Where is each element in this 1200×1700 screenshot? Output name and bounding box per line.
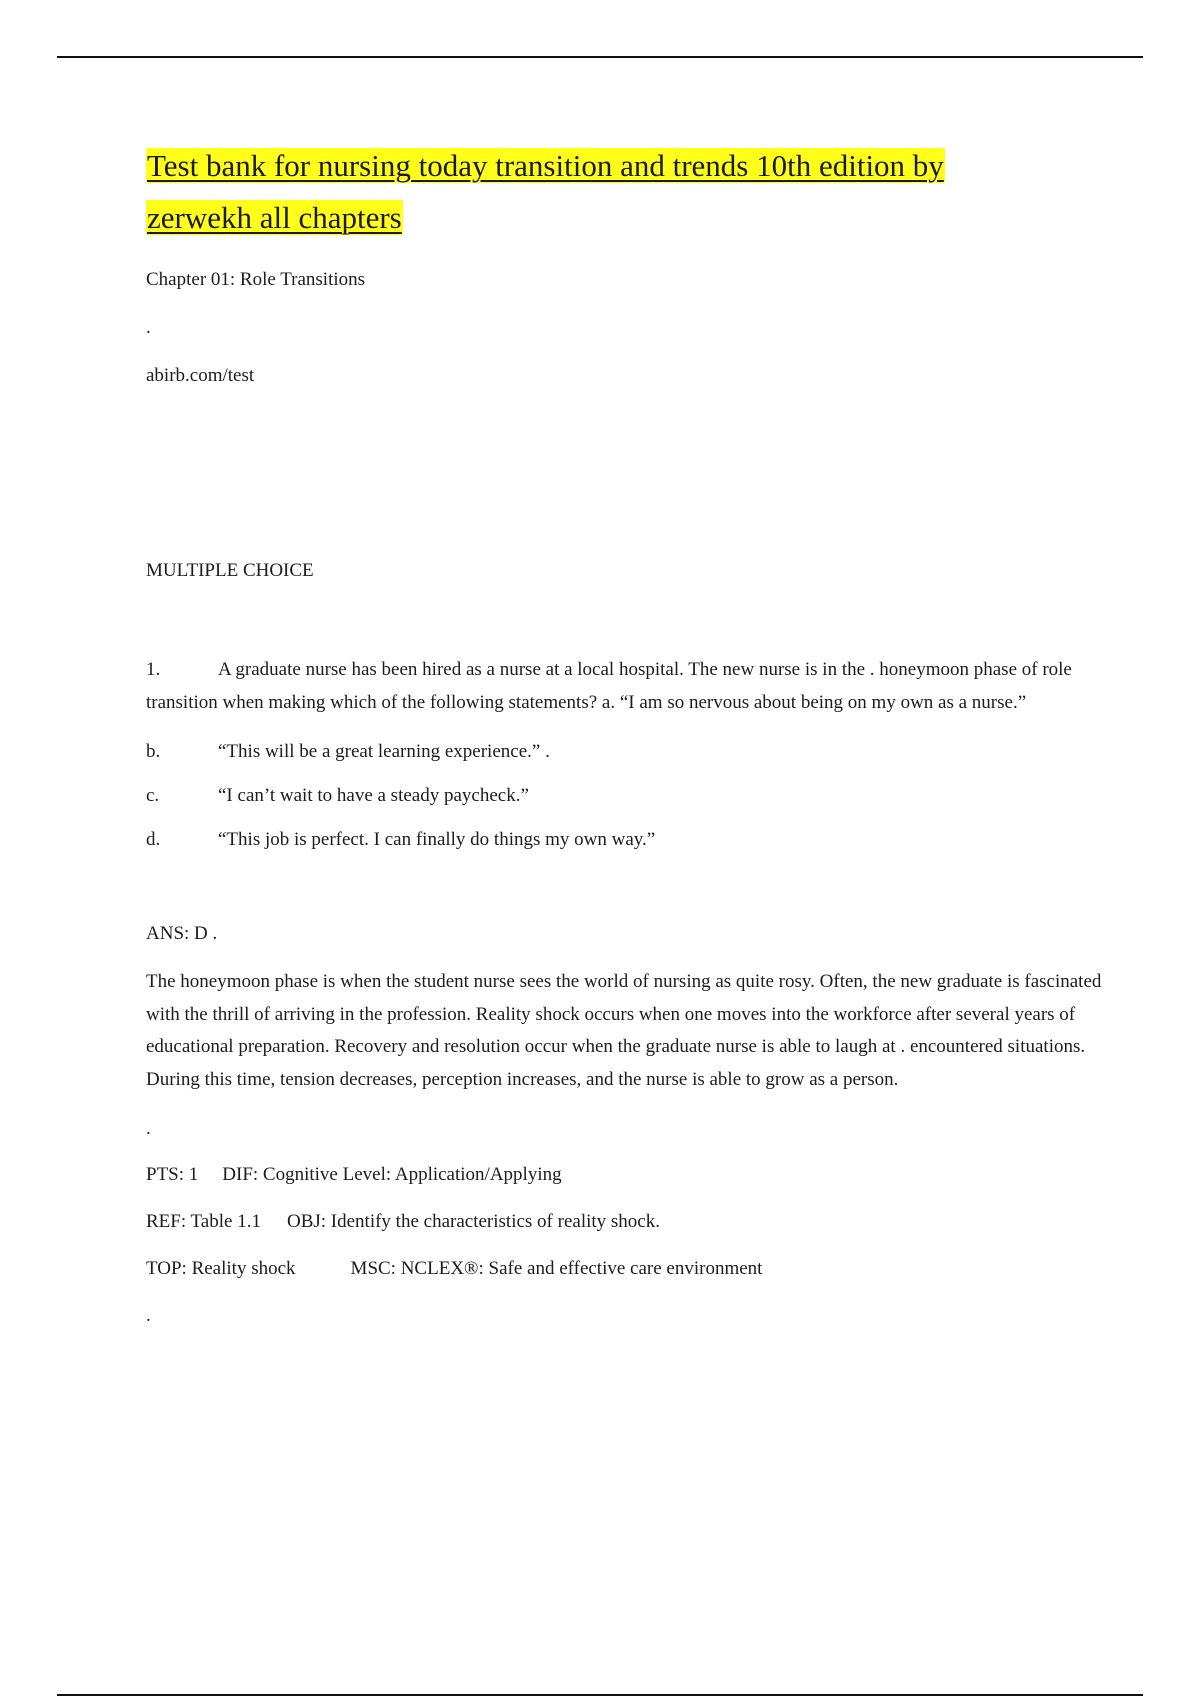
option-letter: d. bbox=[146, 829, 161, 850]
meta-row-3 bbox=[146, 1255, 1106, 1283]
document-body bbox=[146, 140, 1106, 1330]
question-number: 1. bbox=[146, 659, 161, 680]
answer-option-d bbox=[146, 826, 1106, 854]
question-stem bbox=[146, 654, 1106, 719]
rationale-paragraph: The honeymoon phase is when the student nurse sees the world of nursing as quite rosy. Often, the new graduate is fascinated with the thrill of arriving in the profession. Reality shock occurs when one moves into the workforce after several years of educational preparation. Recovery and resolution occur when the graduate nurse is able to laugh at . encountered situations. During this time, tension decreases, perception increases, and the nurse is able to grow as a person. bbox=[146, 971, 1102, 1090]
separator-dot: . bbox=[146, 1118, 151, 1139]
meta-row-1 bbox=[146, 1161, 1106, 1189]
option-text: “This job is perfect. I can finally do things my own way.” bbox=[218, 829, 656, 850]
separator-dot: . bbox=[146, 317, 151, 338]
question-text: A graduate nurse has been hired as a nurse at a local hospital. The new nurse is in the . honeymoon phase of role transition when making which of the following statements? a. “I am so nervous about being on my own as a nurse.” bbox=[146, 659, 1072, 713]
meta-points: PTS: 1 bbox=[146, 1164, 199, 1185]
meta-difficulty: DIF: Cognitive Level: Application/Applying bbox=[222, 1164, 562, 1185]
bottom-rule bbox=[57, 1694, 1143, 1696]
answer-option-c bbox=[146, 782, 1106, 810]
chapter-heading: Chapter 01: Role Transitions bbox=[146, 269, 366, 290]
title-line-2: zerwekh all chapters bbox=[147, 200, 402, 235]
meta-topic: TOP: Reality shock bbox=[146, 1258, 296, 1279]
answer-key: ANS: D . bbox=[146, 923, 218, 944]
meta-msc: MSC: NCLEX®: Safe and effective care environment bbox=[350, 1258, 763, 1279]
section-heading: MULTIPLE CHOICE bbox=[146, 560, 314, 581]
source-url: abirb.com/test bbox=[146, 365, 255, 386]
option-text: “I can’t wait to have a steady paycheck.” bbox=[218, 785, 529, 806]
title-line-1: Test bank for nursing today transition and trends 10th edition by bbox=[147, 148, 944, 183]
meta-reference: REF: Table 1.1 bbox=[146, 1211, 261, 1232]
document-title bbox=[146, 140, 1106, 244]
meta-row-2 bbox=[146, 1208, 1106, 1236]
option-letter: b. bbox=[146, 741, 161, 762]
option-letter: c. bbox=[146, 785, 160, 806]
top-rule bbox=[57, 56, 1143, 58]
separator-dot: . bbox=[146, 1305, 151, 1326]
meta-objective: OBJ: Identify the characteristics of reality shock. bbox=[286, 1211, 660, 1232]
option-text: “This will be a great learning experience.” . bbox=[218, 741, 550, 762]
answer-option-b bbox=[146, 738, 1106, 766]
